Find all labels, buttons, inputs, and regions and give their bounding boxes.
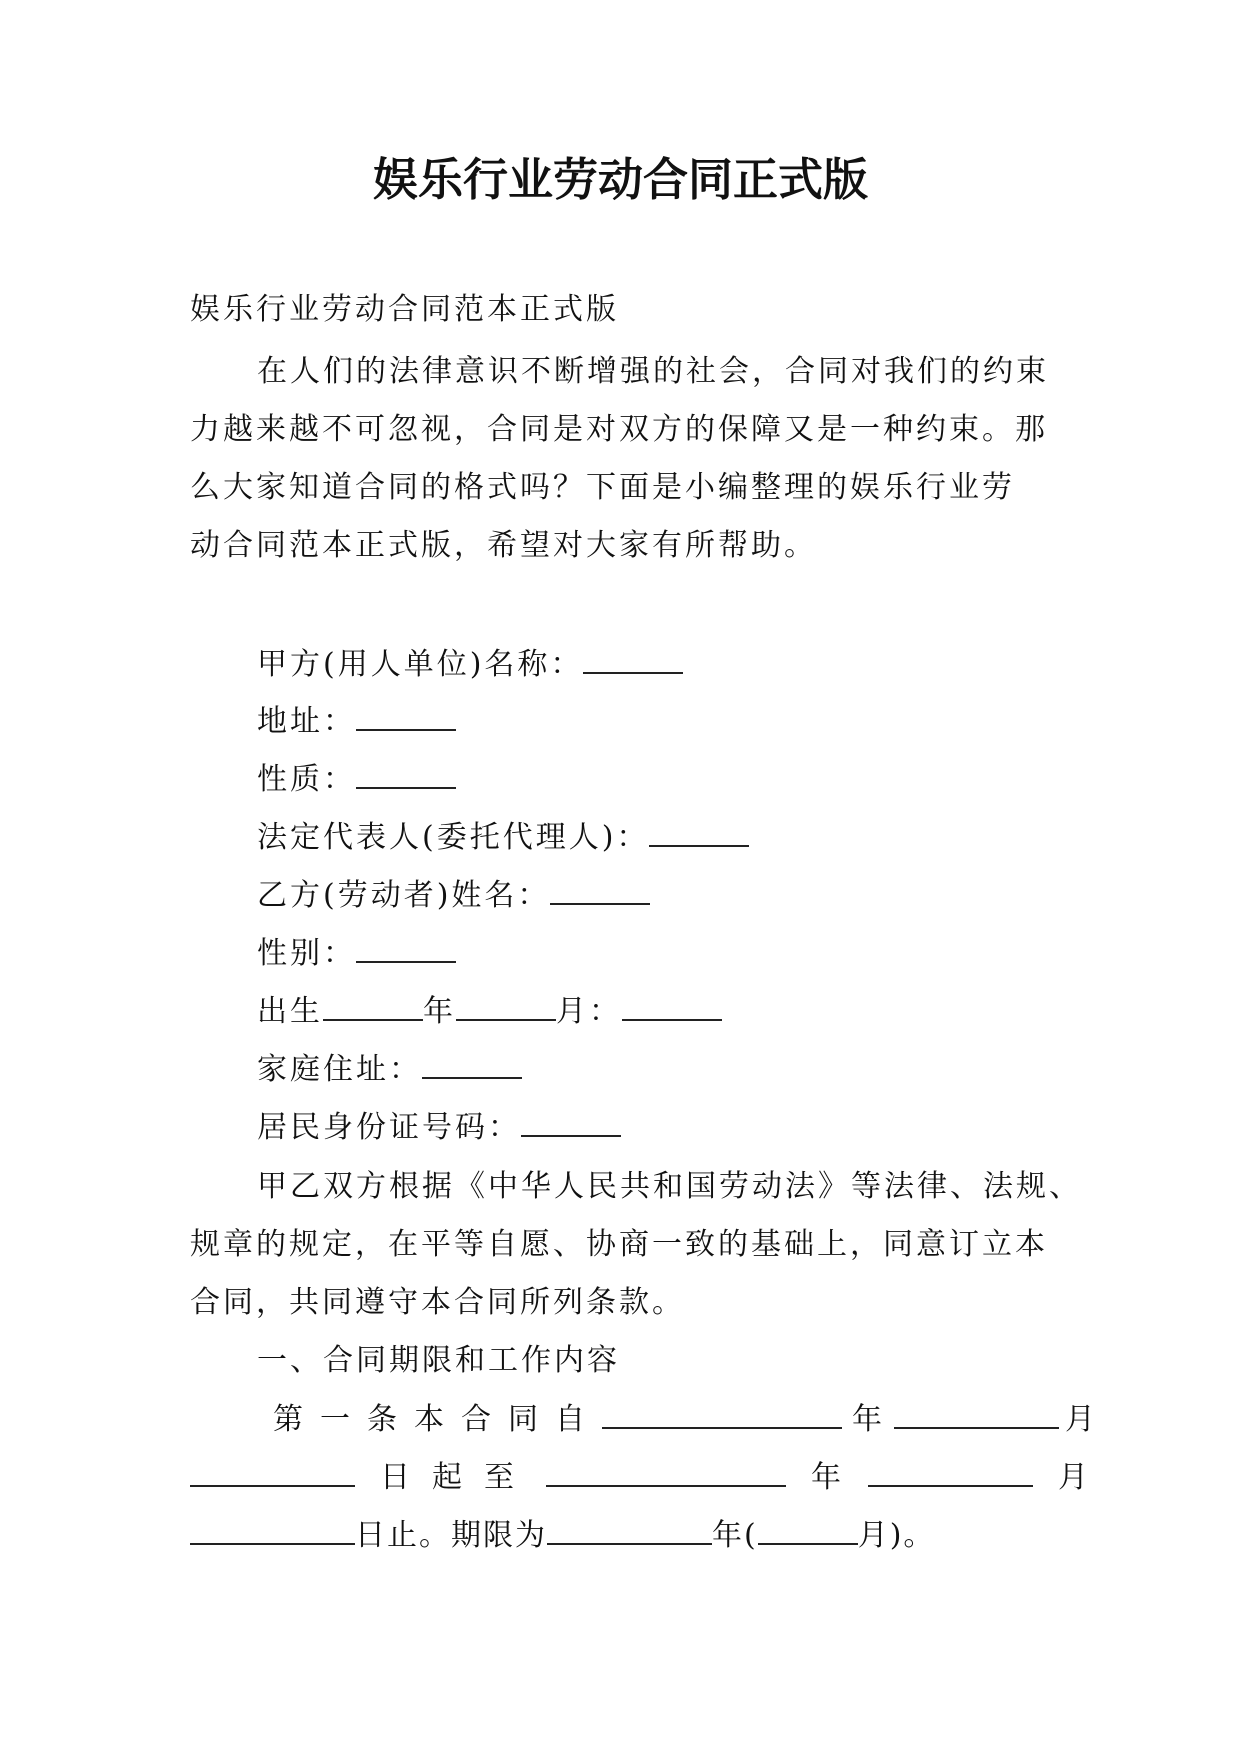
id-number-blank[interactable]	[521, 1111, 621, 1137]
agreement-line-3: 合同，共同遵守本合同所列条款。	[190, 1285, 685, 1320]
legal-rep-label: 法定代表人(委托代理人)：	[257, 820, 650, 855]
contract-start-month-label: 月	[1065, 1402, 1097, 1437]
address-label: 地址：	[257, 704, 356, 739]
home-address-row	[257, 1050, 522, 1090]
gender-row	[257, 934, 456, 974]
party-b-name-label: 乙方(劳动者)姓名：	[257, 878, 551, 913]
clause-one-line-1	[273, 1400, 1097, 1440]
birth-year-blank[interactable]	[323, 995, 423, 1021]
address-blank[interactable]	[356, 705, 456, 731]
birth-row	[257, 992, 722, 1032]
clause-one-line-3	[190, 1516, 1050, 1556]
party-a-name-label: 甲方(用人单位)名称：	[257, 647, 584, 682]
agreement-line-1: 甲乙双方根据《中华人民共和国劳动法》等法律、法规、	[257, 1169, 1082, 1204]
intro-line-2: 力越来越不可忽视，合同是对双方的保障又是一种约束。那	[190, 412, 1048, 447]
contract-from-to-label: 日起至	[380, 1460, 536, 1495]
contract-start-day-blank[interactable]	[190, 1461, 355, 1487]
clause-one-line-2	[190, 1458, 1090, 1498]
party-a-name-row	[257, 645, 683, 685]
contract-start-year-label: 年	[852, 1402, 884, 1437]
clause-one-prefix: 第一条本合同自	[273, 1402, 602, 1437]
intro-line-3: 么大家知道合同的格式吗？下面是小编整理的娱乐行业劳	[190, 470, 1015, 505]
party-a-name-blank[interactable]	[583, 648, 683, 674]
contract-start-month-blank[interactable]	[894, 1403, 1059, 1429]
birth-year-label: 年	[423, 994, 456, 1029]
address-row	[257, 702, 456, 742]
contract-end-day-blank[interactable]	[190, 1519, 355, 1545]
nature-row	[257, 760, 456, 800]
document-title: 娱乐行业劳动合同正式版	[372, 153, 868, 206]
contract-end-year-blank[interactable]	[546, 1461, 786, 1487]
contract-start-year-blank[interactable]	[602, 1403, 842, 1429]
birth-month-blank[interactable]	[456, 995, 556, 1021]
nature-blank[interactable]	[356, 763, 456, 789]
legal-rep-blank[interactable]	[649, 821, 749, 847]
birth-month-label: 月：	[556, 994, 622, 1029]
birth-day-blank[interactable]	[622, 995, 722, 1021]
id-number-label: 居民身份证号码：	[257, 1110, 521, 1145]
section-one-heading: 一、合同期限和工作内容	[257, 1343, 620, 1378]
contract-term-month-close-label: 月)。	[857, 1518, 936, 1553]
gender-blank[interactable]	[356, 937, 456, 963]
home-address-blank[interactable]	[422, 1053, 522, 1079]
contract-term-label: 日止。期限为	[355, 1518, 547, 1553]
nature-label: 性质：	[257, 762, 356, 797]
birth-label: 出生	[257, 994, 323, 1029]
document-subtitle: 娱乐行业劳动合同范本正式版	[190, 292, 619, 327]
contract-term-years-blank[interactable]	[547, 1519, 712, 1545]
contract-term-year-open-label: 年(	[712, 1518, 758, 1553]
contract-term-months-blank[interactable]	[758, 1519, 858, 1545]
gender-label: 性别：	[257, 936, 356, 971]
intro-line-1: 在人们的法律意识不断增强的社会，合同对我们的约束	[257, 354, 1049, 389]
contract-end-year-label: 年	[811, 1460, 843, 1495]
home-address-label: 家庭住址：	[257, 1052, 422, 1087]
contract-end-month-label: 月	[1058, 1460, 1090, 1495]
id-number-row	[257, 1108, 621, 1148]
party-b-name-blank[interactable]	[550, 879, 650, 905]
intro-line-4: 动合同范本正式版，希望对大家有所帮助。	[190, 528, 817, 563]
contract-end-month-blank[interactable]	[868, 1461, 1033, 1487]
party-b-name-row	[257, 876, 650, 916]
legal-rep-row	[257, 818, 749, 858]
agreement-line-2: 规章的规定，在平等自愿、协商一致的基础上，同意订立本	[190, 1227, 1048, 1262]
